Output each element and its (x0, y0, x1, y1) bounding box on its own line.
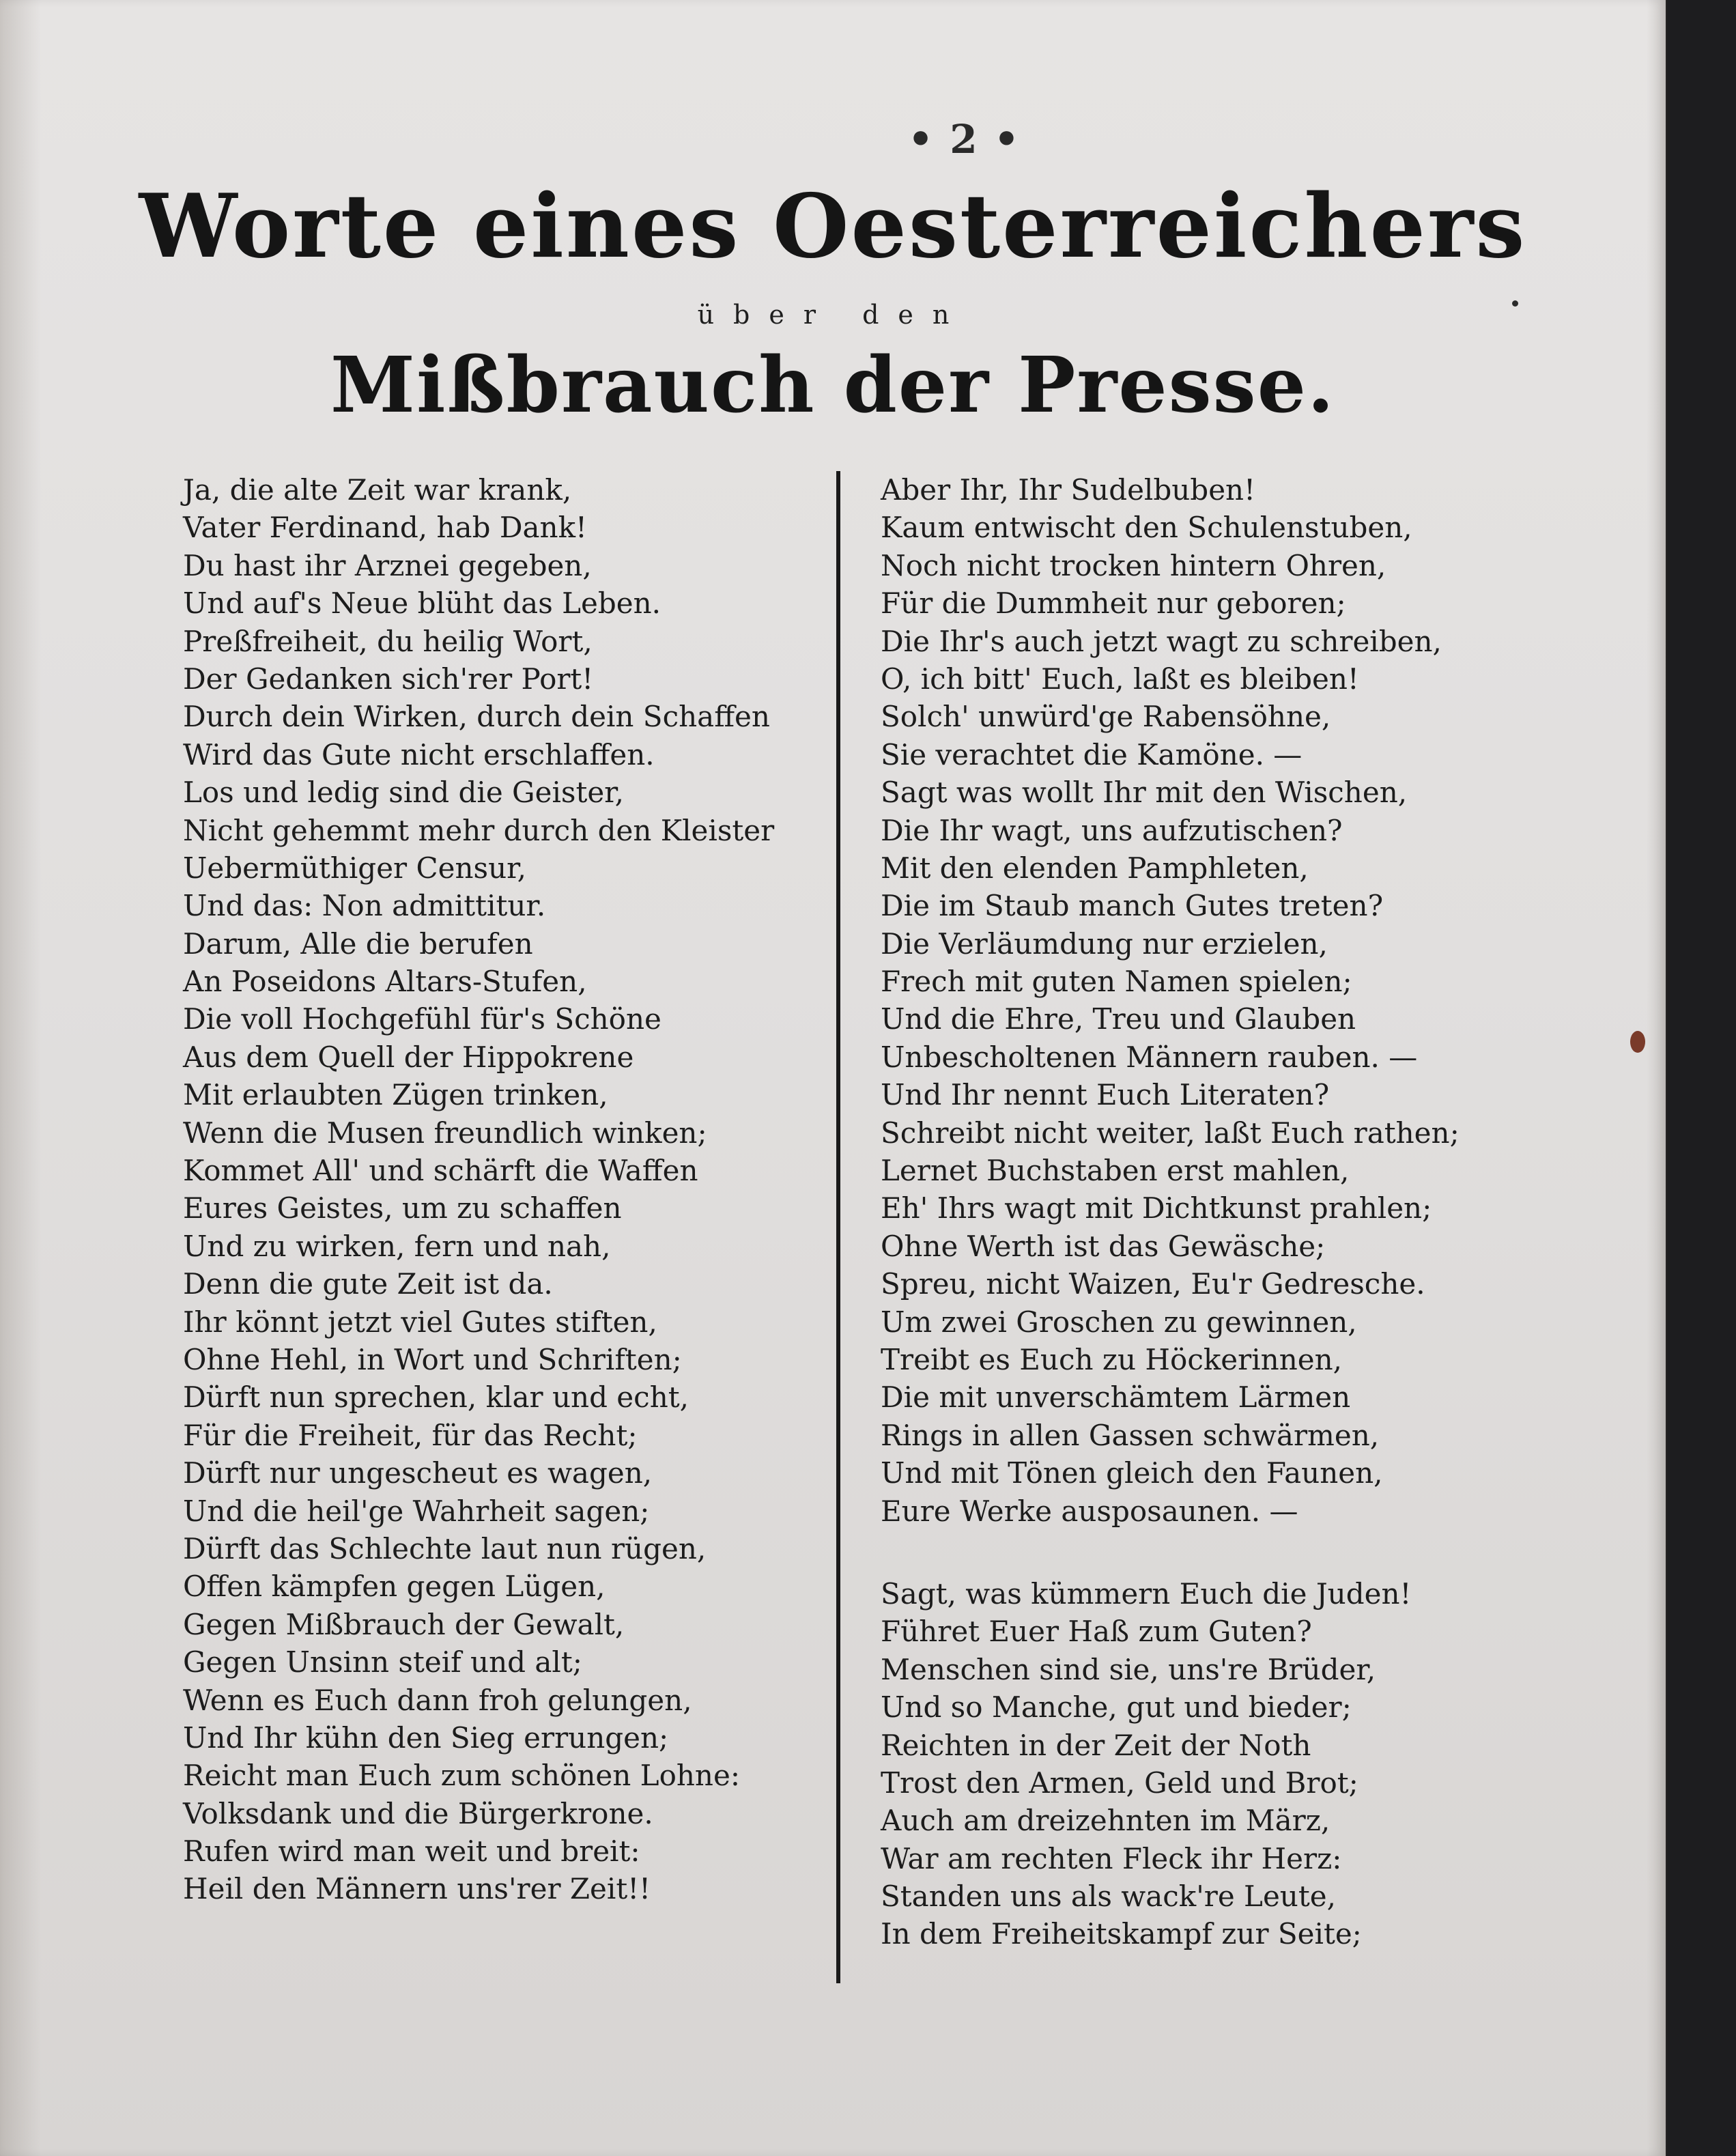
ink-stain (1630, 1031, 1645, 1053)
poem-line: Treibt es Euch zu Höckerinnen, (881, 1342, 1343, 1376)
document-title: Worte eines Oesterreichers (139, 175, 1527, 278)
poem-line: Der Gedanken sich'rer Port! (183, 662, 594, 696)
poem-line: Noch nicht trocken hintern Ohren, (881, 548, 1386, 582)
poem-column-right (881, 471, 1563, 1953)
poem-line: Menschen sind sie, uns're Brüder, (881, 1652, 1376, 1686)
poem-line: Denn die gute Zeit ist da. (183, 1267, 553, 1301)
poem-line: Und auf's Neue blüht das Leben. (183, 586, 661, 621)
poem-line: Die Ihr wagt, uns aufzutischen? (881, 813, 1343, 847)
poem-line: Schreibt nicht weiter, laßt Euch rathen; (881, 1116, 1460, 1150)
poem-line: Ihr könnt jetzt viel Gutes stiften, (183, 1305, 657, 1339)
poem-line: Eures Geistes, um zu schaffen (183, 1191, 622, 1225)
poem-line: Reicht man Euch zum schönen Lohne: (183, 1759, 740, 1793)
poem-line: Uebermüthiger Censur, (183, 851, 526, 885)
poem-line: Vater Ferdinand, hab Dank! (183, 511, 587, 545)
poem-line: Spreu, nicht Waizen, Eu'r Gedresche. (881, 1267, 1425, 1301)
poem-line: Aber Ihr, Ihr Sudelbuben! (881, 473, 1255, 507)
poem-line: Sie verachtet die Kamöne. — (881, 737, 1303, 771)
poem-line: Sagt, was kümmern Euch die Juden! (881, 1576, 1412, 1611)
poem-line: Führet Euer Haß zum Guten? (881, 1615, 1312, 1649)
poem-line: Die Verläumdung nur erzielen, (881, 926, 1328, 961)
poem-line: Nicht gehemmt mehr durch den Kleister (183, 813, 775, 847)
poem-line: Solch' unwürd'ge Rabensöhne, (881, 700, 1331, 734)
poem-line: Eure Werke ausposaunen. — (881, 1494, 1298, 1528)
poem-line: Mit den elenden Pamphleten, (881, 851, 1309, 885)
poem-line: Und das: Non admittitur. (183, 889, 546, 923)
poem-line: Unbescholtenen Männern rauben. — (881, 1040, 1418, 1074)
poem-line: Los und ledig sind die Geister, (183, 776, 624, 810)
poem-line: Sagt was wollt Ihr mit den Wischen, (881, 776, 1408, 810)
poem-line: Kommet All' und schärft die Waffen (183, 1154, 698, 1188)
poem-line: Mit erlaubten Zügen trinken, (183, 1078, 608, 1112)
poem-line: Für die Dummheit nur geboren; (881, 586, 1346, 621)
document-subtitle-main: Mißbrauch der Presse. (330, 341, 1335, 430)
poem-line: Ohne Hehl, in Wort und Schriften; (183, 1342, 682, 1376)
poem-line: Dürft das Schlechte laut nun rügen, (183, 1531, 707, 1565)
poem-line: An Poseidons Altars-Stufen, (183, 965, 587, 999)
poem-line: Rings in allen Gassen schwärmen, (881, 1418, 1380, 1452)
poem-line: Und zu wirken, fern und nah, (183, 1229, 611, 1263)
document-subtitle: über den (697, 300, 969, 330)
poem-line: Wird das Gute nicht erschlaffen. (183, 737, 655, 771)
poem-line: Preßfreiheit, du heilig Wort, (183, 624, 593, 658)
poem-line: Trost den Armen, Geld und Brot; (881, 1765, 1358, 1800)
poem-line: Heil den Männern uns'rer Zeit!! (183, 1872, 651, 1906)
poem-line: Darum, Alle die berufen (183, 926, 533, 961)
poem-line: Und die Ehre, Treu und Glauben (881, 1002, 1356, 1036)
poem-line: Und Ihr kühn den Sieg errungen; (183, 1720, 669, 1755)
poem-line: Kaum entwischt den Schulenstuben, (881, 511, 1412, 545)
poem-line: Ja, die alte Zeit war krank, (183, 473, 572, 507)
poem-line: Rufen wird man weit und breit: (183, 1834, 640, 1869)
poem-line: Und Ihr nennt Euch Literaten? (881, 1078, 1330, 1112)
poem-line: Dürft nun sprechen, klar und echt, (183, 1380, 689, 1415)
page-number: • 2 • (908, 116, 1021, 162)
poem-line: Durch dein Wirken, durch dein Schaffen (183, 700, 770, 734)
poem-line: Eh' Ihrs wagt mit Dichtkunst prahlen; (881, 1191, 1432, 1225)
poem-line: O, ich bitt' Euch, laßt es bleiben! (881, 662, 1359, 696)
stanza-gap (881, 1530, 1563, 1575)
poem-line: Ohne Werth ist das Gewäsche; (881, 1229, 1326, 1263)
poem-line: Frech mit guten Namen spielen; (881, 965, 1352, 999)
poem-line: In dem Freiheitskampf zur Seite; (881, 1917, 1362, 1951)
poem-line: Wenn es Euch dann froh gelungen, (183, 1683, 692, 1717)
poem-line: Reichten in der Zeit der Noth (881, 1728, 1311, 1762)
poem-line: Auch am dreizehnten im März, (881, 1804, 1331, 1838)
poem-line: Offen kämpfen gegen Lügen, (183, 1570, 606, 1604)
poem-line: Lernet Buchstaben erst mahlen, (881, 1154, 1350, 1188)
poem-line: Die im Staub manch Gutes treten? (881, 889, 1384, 923)
poem-line: Volksdank und die Bürgerkrone. (183, 1796, 653, 1830)
poem-line: Und so Manche, gut und bieder; (881, 1690, 1352, 1725)
column-divider (836, 471, 840, 1983)
poem-line: Und die heil'ge Wahrheit sagen; (183, 1494, 650, 1528)
poem-column-left (183, 471, 811, 1908)
poem-line: Standen uns als wack're Leute, (881, 1880, 1336, 1914)
poem-line: Aus dem Quell der Hippokrene (183, 1040, 634, 1074)
poem-line: Wenn die Musen freundlich winken; (183, 1116, 707, 1150)
poem-line: Gegen Mißbrauch der Gewalt, (183, 1607, 625, 1641)
poem-line: Um zwei Groschen zu gewinnen, (881, 1305, 1357, 1339)
poem-line: Für die Freiheit, für das Recht; (183, 1418, 638, 1452)
poem-line: Dürft nur ungescheut es wagen, (183, 1456, 653, 1490)
poem-line: Die Ihr's auch jetzt wagt zu schreiben, (881, 624, 1442, 658)
poem-line: Die mit unverschämtem Lärmen (881, 1380, 1351, 1415)
poem-line: War am rechten Fleck ihr Herz: (881, 1841, 1342, 1875)
poem-line: Gegen Unsinn steif und alt; (183, 1645, 582, 1679)
poem-line: Und mit Tönen gleich den Faunen, (881, 1456, 1383, 1490)
poem-line: Du hast ihr Arznei gegeben, (183, 548, 592, 582)
poem-line: Die voll Hochgefühl für's Schöne (183, 1002, 661, 1036)
